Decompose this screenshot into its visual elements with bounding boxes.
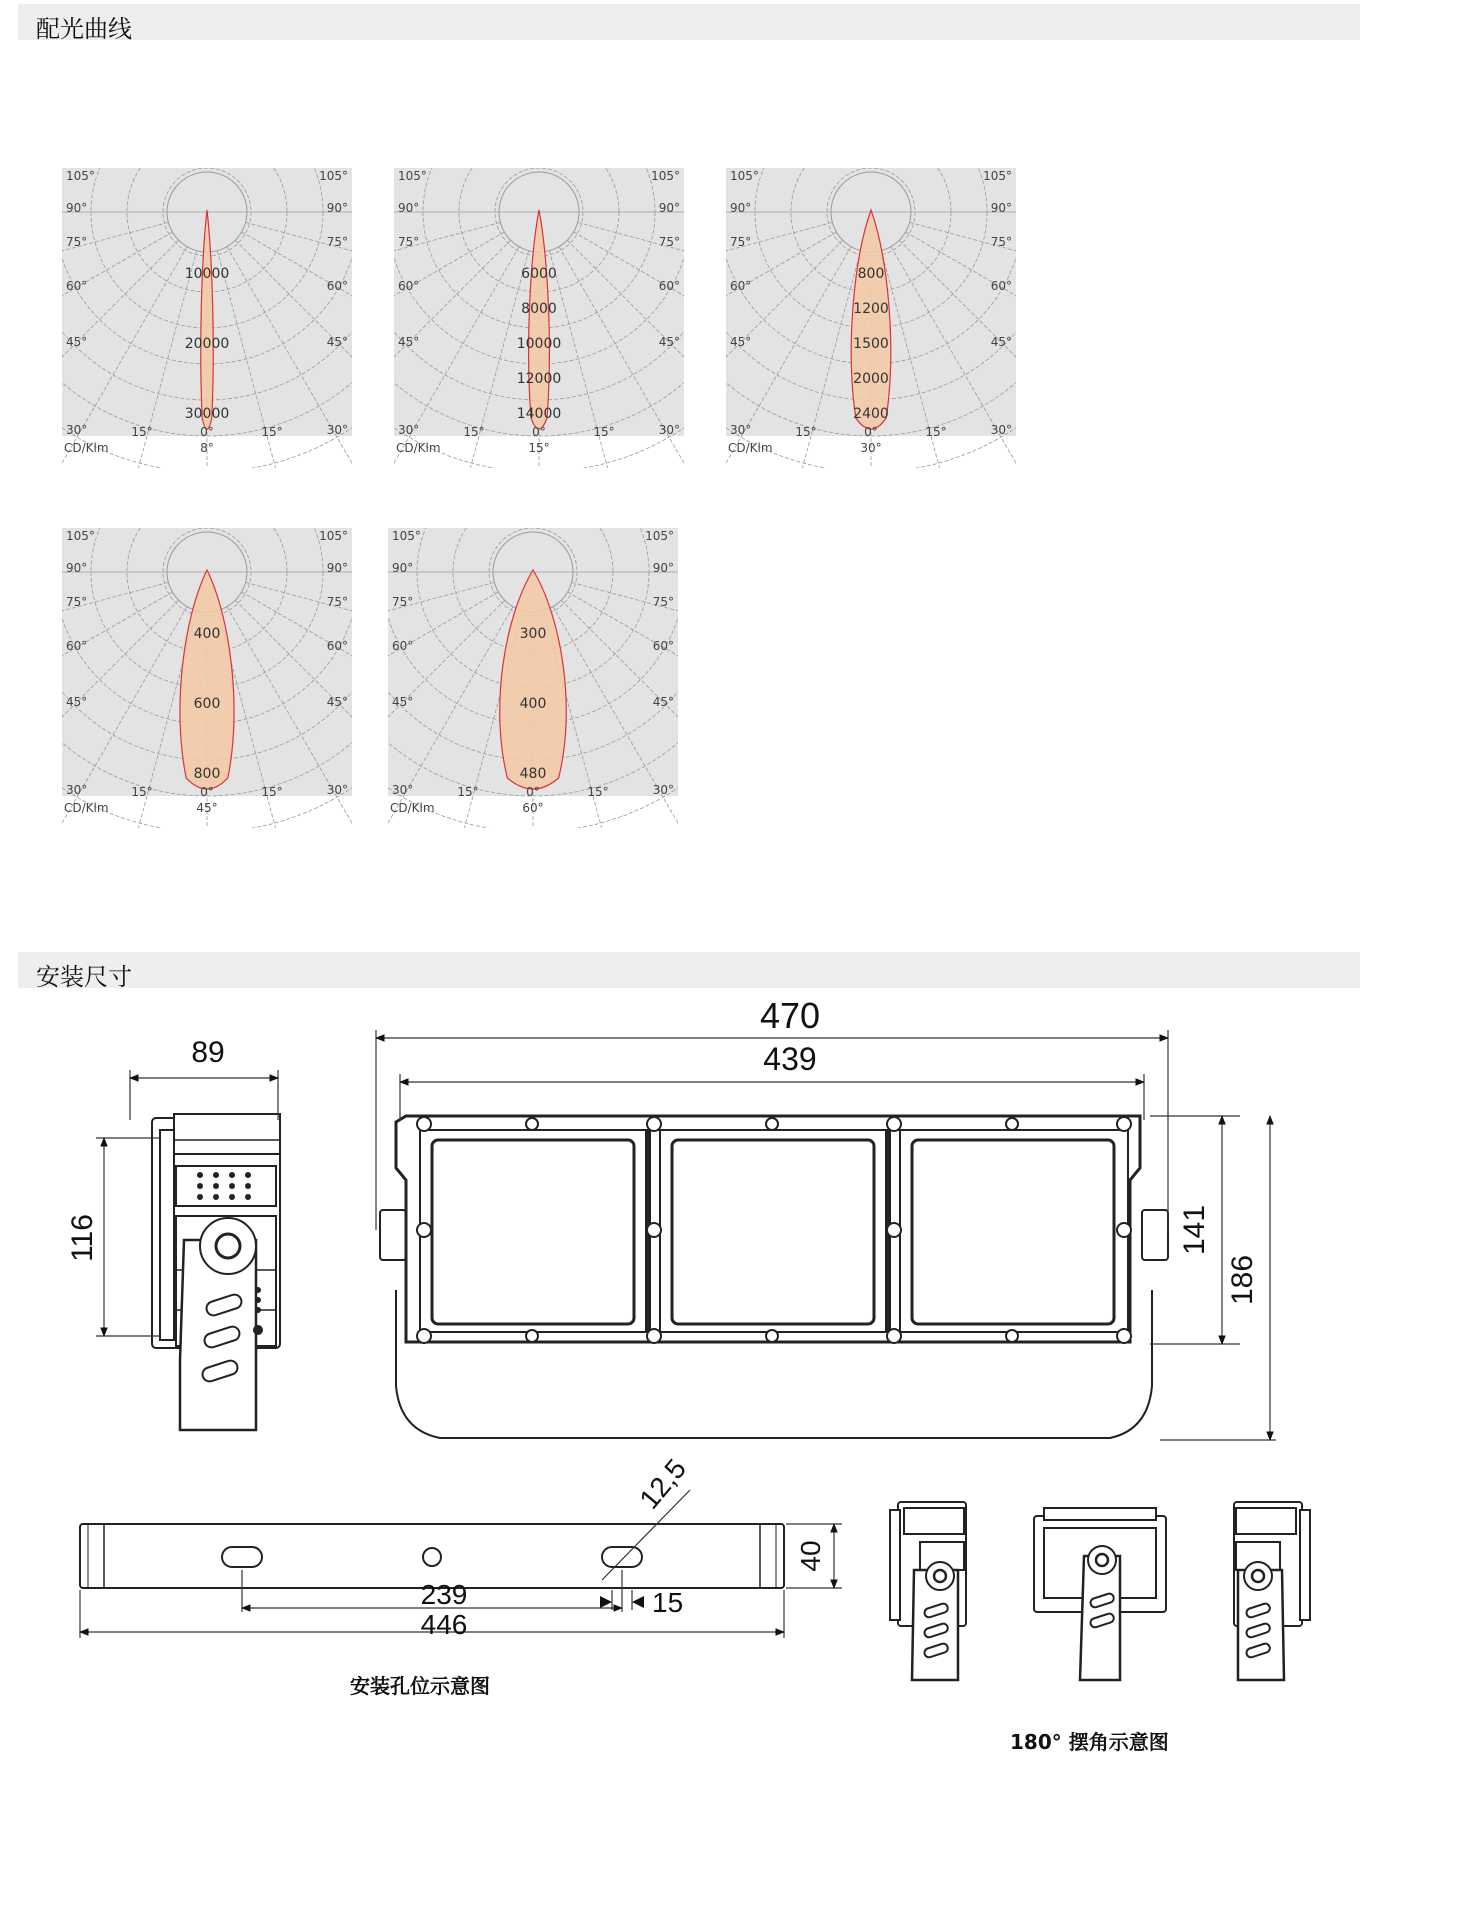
swing-view-right	[1234, 1502, 1310, 1680]
angle-label: 75°	[990, 235, 1012, 249]
angle-label: 15°	[131, 785, 153, 799]
intensity-label: 10000	[516, 336, 562, 352]
intensity-label: 400	[193, 626, 221, 642]
dim-bracket-length: 446	[420, 1609, 468, 1640]
angle-label: 15°	[593, 425, 615, 439]
angle-label: 45°	[326, 335, 348, 349]
angle-label: 15°	[261, 425, 283, 439]
dim-hole-offset: 12,5	[633, 1453, 693, 1515]
angle-label: 90°	[658, 201, 680, 215]
angle-label: 105°	[398, 169, 427, 183]
angle-label: 30°	[66, 423, 88, 437]
angle-label: 15°	[925, 425, 947, 439]
unit-label: CD/Klm	[728, 441, 773, 455]
angle-label: 90°	[66, 201, 88, 215]
side-view-drawing	[152, 1114, 280, 1430]
angle-label: 90°	[392, 561, 414, 575]
angle-label: 45°	[990, 335, 1012, 349]
unit-label: CD/Klm	[64, 801, 109, 815]
caption-swing-angle: 180° 摆角示意图	[1010, 1730, 1169, 1754]
polar-chart-svg	[62, 168, 352, 468]
angle-label: 0°	[526, 785, 540, 799]
angle-label: 0°	[200, 785, 214, 799]
angle-label: 45°	[652, 695, 674, 709]
angle-label: 90°	[730, 201, 752, 215]
beam-angle-label: 45°	[196, 801, 218, 815]
dim-overall-height: 186	[1226, 1254, 1259, 1306]
angle-label: 105°	[319, 169, 348, 183]
angle-label: 30°	[392, 783, 414, 797]
front-view-drawing	[380, 1116, 1168, 1438]
angle-label: 60°	[658, 279, 680, 293]
dim-hole-spacing: 239	[420, 1579, 468, 1610]
intensity-label: 6000	[521, 266, 557, 282]
angle-label: 105°	[66, 169, 95, 183]
angle-label: 60°	[66, 279, 88, 293]
polar-chart-svg	[726, 168, 1016, 468]
angle-label: 105°	[645, 529, 674, 543]
angle-label: 105°	[66, 529, 95, 543]
angle-label: 60°	[398, 279, 420, 293]
angle-label: 30°	[652, 783, 674, 797]
angle-label: 45°	[658, 335, 680, 349]
angle-label: 45°	[730, 335, 752, 349]
polar-chart	[388, 528, 678, 818]
section-header-installation	[18, 952, 1360, 991]
section-title: 配光曲线	[36, 15, 132, 43]
angle-label: 15°	[795, 425, 817, 439]
dim-side-height: 116	[66, 1214, 99, 1262]
section-title: 安装尺寸	[36, 963, 132, 991]
swing-view-center	[1034, 1508, 1166, 1680]
angle-label: 75°	[652, 595, 674, 609]
polar-chart-svg	[388, 528, 678, 828]
angle-label: 75°	[392, 595, 414, 609]
angle-label: 60°	[652, 639, 674, 653]
intensity-label: 1200	[853, 301, 889, 317]
dim-side-width: 89	[191, 1036, 225, 1069]
swing-view-left	[890, 1502, 966, 1680]
angle-label: 105°	[730, 169, 759, 183]
angle-label: 60°	[326, 279, 348, 293]
angle-label: 45°	[326, 695, 348, 709]
angle-label: 75°	[326, 595, 348, 609]
angle-label: 30°	[66, 783, 88, 797]
intensity-label: 12000	[516, 371, 562, 387]
intensity-label: 10000	[184, 266, 230, 282]
angle-label: 15°	[457, 785, 479, 799]
unit-label: CD/Klm	[396, 441, 441, 455]
intensity-label: 400	[519, 696, 547, 712]
angle-label: 45°	[66, 335, 88, 349]
angle-label: 75°	[326, 235, 348, 249]
angle-label: 15°	[463, 425, 485, 439]
angle-label: 15°	[131, 425, 153, 439]
angle-label: 105°	[392, 529, 421, 543]
angle-label: 90°	[66, 561, 88, 575]
beam-angle-label: 30°	[860, 441, 882, 455]
beam-angle-label: 60°	[522, 801, 544, 815]
polar-chart-svg	[62, 528, 352, 828]
angle-label: 75°	[398, 235, 420, 249]
beam-angle-label: 15°	[528, 441, 550, 455]
intensity-label: 480	[519, 766, 547, 782]
intensity-label: 8000	[521, 301, 557, 317]
angle-label: 75°	[66, 595, 88, 609]
intensity-label: 600	[193, 696, 221, 712]
installation-drawings	[0, 990, 1472, 1790]
angle-label: 0°	[532, 425, 546, 439]
angle-label: 105°	[651, 169, 680, 183]
polar-chart	[726, 168, 1016, 458]
angle-label: 75°	[66, 235, 88, 249]
angle-label: 0°	[864, 425, 878, 439]
angle-label: 75°	[658, 235, 680, 249]
angle-label: 60°	[66, 639, 88, 653]
intensity-label: 14000	[516, 406, 562, 422]
angle-label: 45°	[66, 695, 88, 709]
angle-label: 90°	[326, 201, 348, 215]
polar-chart	[62, 168, 352, 458]
angle-label: 90°	[990, 201, 1012, 215]
beam-angle-label: 8°	[200, 441, 214, 455]
angle-label: 30°	[326, 423, 348, 437]
polar-chart	[62, 528, 352, 818]
intensity-label: 2000	[853, 371, 889, 387]
dim-slot-width: 15	[652, 1587, 684, 1618]
dim-overall-width: 470	[759, 995, 821, 1036]
angle-label: 90°	[398, 201, 420, 215]
angle-label: 60°	[730, 279, 752, 293]
intensity-label: 800	[193, 766, 221, 782]
angle-label: 30°	[990, 423, 1012, 437]
dim-frame-width: 439	[763, 1041, 817, 1077]
angle-label: 75°	[730, 235, 752, 249]
angle-label: 60°	[392, 639, 414, 653]
angle-label: 15°	[587, 785, 609, 799]
angle-label: 30°	[326, 783, 348, 797]
polar-chart	[394, 168, 684, 458]
unit-label: CD/Klm	[64, 441, 109, 455]
intensity-label: 300	[519, 626, 547, 642]
dim-bracket-height: 40	[795, 1540, 826, 1572]
angle-label: 60°	[326, 639, 348, 653]
angle-label: 45°	[398, 335, 420, 349]
unit-label: CD/Klm	[390, 801, 435, 815]
caption-mounting-holes: 安装孔位示意图	[350, 1674, 490, 1698]
angle-label: 30°	[658, 423, 680, 437]
angle-label: 90°	[652, 561, 674, 575]
dim-frame-height: 141	[1178, 1204, 1211, 1256]
angle-label: 105°	[983, 169, 1012, 183]
angle-label: 0°	[200, 425, 214, 439]
angle-label: 60°	[990, 279, 1012, 293]
angle-label: 15°	[261, 785, 283, 799]
intensity-label: 2400	[853, 406, 889, 422]
angle-label: 105°	[319, 529, 348, 543]
angle-label: 30°	[398, 423, 420, 437]
angle-label: 30°	[730, 423, 752, 437]
intensity-label: 30000	[184, 406, 230, 422]
angle-label: 45°	[392, 695, 414, 709]
polar-chart-svg	[394, 168, 684, 468]
intensity-label: 800	[857, 266, 885, 282]
angle-label: 90°	[326, 561, 348, 575]
section-header-light-distribution	[18, 4, 1360, 43]
intensity-label: 20000	[184, 336, 230, 352]
intensity-label: 1500	[853, 336, 889, 352]
